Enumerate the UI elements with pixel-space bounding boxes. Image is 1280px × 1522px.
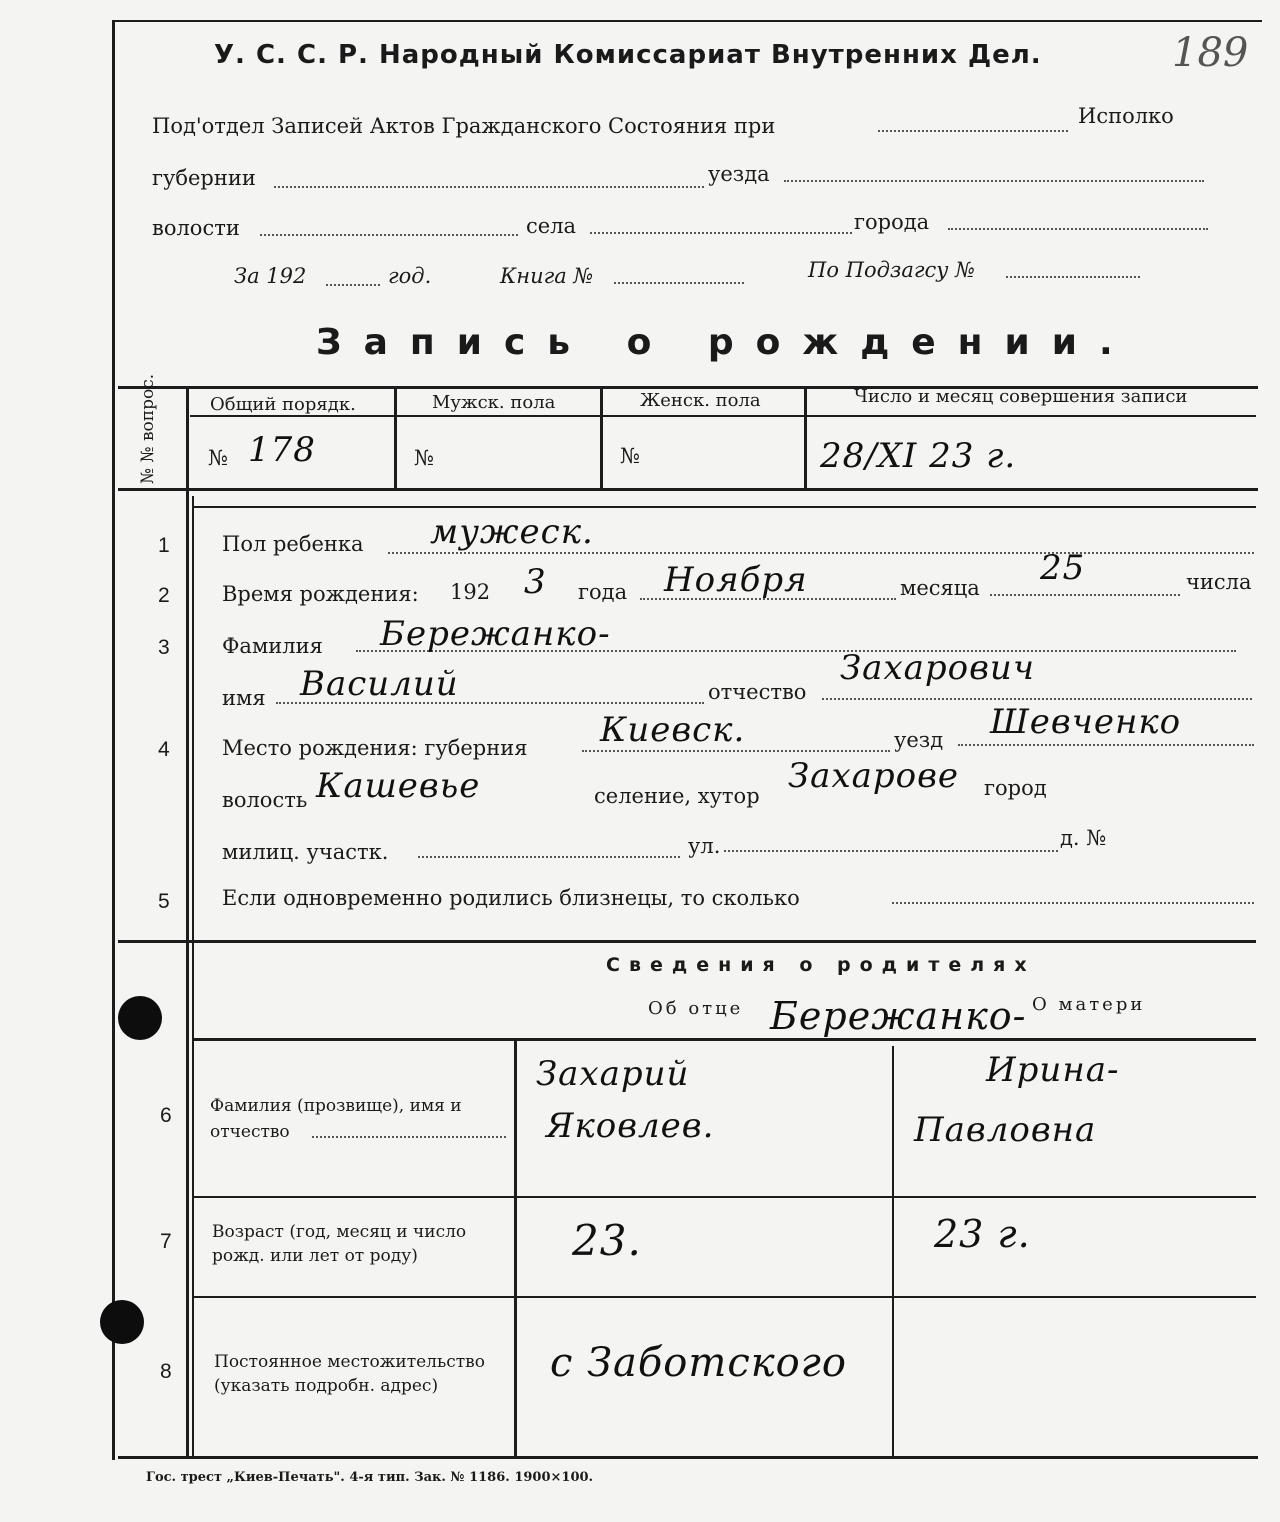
col-header-male: Мужск. пола — [432, 392, 556, 413]
goroda-fill — [948, 228, 1208, 230]
q4-militia-fill — [418, 856, 680, 858]
q4-street-fill — [724, 850, 1058, 852]
goroda-label: города — [854, 210, 930, 234]
volosti-fill — [260, 234, 518, 236]
podzags-label: По Подзагсу № — [808, 258, 975, 282]
printer-imprint: Гос. трест „Киев-Печать". 4-я тип. Зак. № 1186. 1900×100. — [146, 1470, 594, 1485]
kniga-fill — [614, 282, 744, 284]
q6-label-line2: отчество — [210, 1122, 290, 1142]
q7-label-line2: рожд. или лет от роду) — [212, 1246, 418, 1266]
q4-uezd-fill — [958, 744, 1254, 746]
q8-residence: с Заботского — [550, 1340, 847, 1386]
q2-year-word: года — [578, 580, 628, 604]
q6-mother-line1: Ирина- — [986, 1050, 1120, 1090]
col-header-female: Женск. пола — [640, 390, 761, 411]
q2-day-fill — [990, 594, 1180, 596]
general-no-sign: № — [208, 446, 228, 470]
number-column-rule-inner — [192, 496, 194, 1456]
corner-number: 189 — [1172, 30, 1249, 76]
q8-label-line1: Постоянное местожительство — [214, 1352, 485, 1372]
q8-number: 8 — [160, 1360, 172, 1383]
uezda-fill — [784, 180, 1204, 182]
q6-label-fill — [312, 1136, 506, 1138]
q2-day-word: числа — [1186, 570, 1252, 594]
col-header-general: Общий порядк. — [210, 394, 356, 415]
q3-surname-label: Фамилия — [222, 634, 323, 658]
q4-gubernia-fill — [582, 750, 890, 752]
q3-patronymic-label: отчество — [708, 680, 807, 704]
q3-surname: Бережанко- — [380, 614, 611, 654]
god-label: год. — [388, 264, 432, 288]
top-table-col-3 — [600, 388, 603, 490]
female-no-sign: № — [620, 444, 640, 468]
q4-street-label: ул. — [688, 834, 721, 858]
q2-month: Ноября — [664, 560, 808, 600]
q6-father-line1: Захарий — [536, 1054, 690, 1094]
q6-number: 6 — [160, 1104, 172, 1127]
q4-number: 4 — [158, 738, 170, 761]
q5-label: Если одновременно родились близнецы, то сколько — [222, 886, 800, 910]
col-header-date: Число и месяц совершения записи — [854, 386, 1188, 407]
number-column-rule — [186, 490, 189, 1456]
frame-bottom — [118, 1456, 1258, 1459]
sela-fill — [590, 232, 852, 234]
top-table-border-bottom — [118, 488, 1258, 491]
q5-fill — [892, 902, 1254, 904]
q4-volost-label: волость — [222, 788, 308, 812]
year-fill — [326, 284, 380, 286]
q1-fill — [388, 552, 1254, 554]
parents-header-rule — [192, 1038, 1256, 1041]
q7-label-line1: Возраст (год, месяц и число — [212, 1222, 467, 1242]
parents-col-mother — [892, 1046, 894, 1456]
q7-father-age: 23. — [572, 1216, 642, 1265]
form-title: Запись о рождении. — [316, 322, 1135, 363]
sela-label: села — [526, 214, 577, 238]
top-table-col-4 — [804, 388, 807, 490]
parents-heading: Сведения о родителях — [606, 954, 1036, 976]
subdept-fill — [878, 130, 1068, 132]
q7-number: 7 — [160, 1230, 172, 1253]
male-no-sign: № — [414, 446, 434, 470]
q4-uezd-label: уезд — [894, 728, 944, 752]
q4-village: Захарове — [788, 756, 960, 796]
q4-place-label: Место рождения: губерния — [222, 736, 528, 760]
q1-number: 1 — [158, 534, 170, 557]
mother-header: О матери — [1032, 994, 1146, 1015]
body-top-rule — [192, 506, 1256, 508]
q4-uezd: Шевченко — [990, 702, 1182, 742]
q4-militia-label: милиц. участк. — [222, 840, 389, 864]
row7-bottom-rule — [192, 1296, 1256, 1298]
q2-year-prefix: 192 — [450, 580, 491, 604]
q5-number: 5 — [158, 890, 170, 913]
q4-volost: Кашевье — [316, 766, 481, 806]
frame-top — [112, 20, 1262, 22]
q4-house-label: д. № — [1060, 826, 1107, 850]
year-label: За 192 — [234, 264, 307, 288]
agency-heading: У. С. С. Р. Народный Комиссариат Внутренних Дел. — [214, 40, 1042, 70]
q6-label-line1: Фамилия (прозвище), имя и — [210, 1096, 462, 1116]
q4-gubernia: Киевск. — [600, 710, 746, 750]
row6-bottom-rule — [192, 1196, 1256, 1198]
q3-patronymic: Захарович — [840, 648, 1035, 688]
punch-hole-upper — [118, 996, 162, 1040]
gubernii-fill — [274, 186, 704, 188]
shared-surname: Бережанко- — [770, 994, 1027, 1038]
ispolkom-label: Исполко — [1078, 104, 1174, 128]
parents-col-father — [514, 1038, 517, 1456]
q2-month-word: месяца — [900, 576, 980, 600]
top-table-col-2 — [394, 388, 397, 490]
q2-number: 2 — [158, 584, 170, 607]
q3-name: Василий — [300, 664, 459, 704]
q3-number: 3 — [158, 636, 170, 659]
parents-top-rule — [118, 940, 1256, 943]
punch-hole-lower — [100, 1300, 144, 1344]
q6-father-line2: Яковлев. — [546, 1106, 715, 1146]
top-table-header-rule — [190, 415, 1256, 417]
q1-label: Пол ребенка — [222, 532, 364, 556]
record-date: 28/XI 23 г. — [820, 436, 1017, 476]
top-table-col-1 — [186, 388, 189, 490]
q8-label-line2: (указать подробн. адрес) — [214, 1376, 439, 1396]
frame-left — [112, 20, 115, 1460]
volosti-label: волости — [152, 216, 240, 240]
father-header: Об отце — [648, 998, 744, 1019]
gubernii-label: губернии — [152, 166, 256, 190]
q3-name-label: имя — [222, 686, 266, 710]
q2-day: 25 — [1040, 548, 1086, 588]
q1-sex: мужеск. — [430, 512, 594, 552]
question-number-header: № № вопрос. — [138, 373, 158, 484]
q2-label: Время рождения: — [222, 582, 419, 606]
subdept-label: Под'отдел Записей Актов Гражданского Состояния при — [152, 114, 776, 138]
kniga-label: Книга № — [500, 264, 594, 288]
podzags-fill — [1006, 276, 1140, 278]
q4-city-label: город — [984, 776, 1047, 800]
uezda-label: уезда — [708, 162, 770, 186]
q4-village-label: селение, хутор — [594, 784, 760, 808]
general-number: 178 — [248, 430, 316, 470]
q7-mother-age: 23 г. — [934, 1212, 1031, 1256]
q3-patronymic-fill — [822, 698, 1252, 700]
q6-mother-line2: Павловна — [914, 1110, 1097, 1150]
q2-year-digit: 3 — [524, 562, 547, 602]
